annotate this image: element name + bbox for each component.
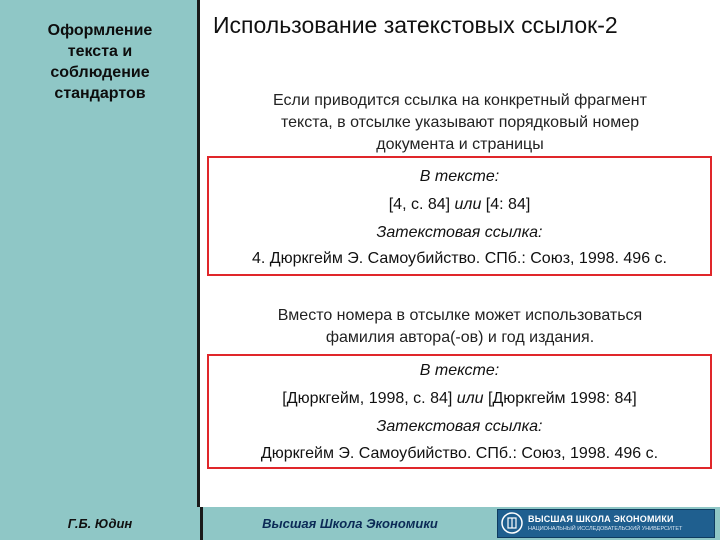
paragraph-line: Вместо номера в отсылке может использоваться bbox=[277, 307, 643, 324]
paragraph-line: текста, в отсылке указывают порядковый номер bbox=[281, 114, 639, 131]
or-word: или bbox=[454, 196, 482, 213]
paragraph-line: Если приводится ссылка на конкретный фрагмент bbox=[273, 92, 647, 109]
reference-label: Затекстовая ссылка: bbox=[376, 224, 543, 241]
example-box-author-year bbox=[207, 354, 712, 469]
in-text-label: В тексте: bbox=[419, 362, 500, 379]
reference-label: Затекстовая ссылка: bbox=[376, 418, 543, 435]
slide-title: Использование затекстовых ссылок-2 bbox=[213, 12, 618, 38]
or-word: или bbox=[456, 390, 484, 407]
in-text-example: [Дюркгейм, 1998, с. 84] или [Дюркгейм 1998: 84] bbox=[282, 390, 637, 407]
paragraph-author-year bbox=[210, 305, 710, 349]
sidebar-title-line: текста и bbox=[67, 43, 133, 60]
reference-text: 4. Дюркгейм Э. Самоубийство. СПб.: Союз, 1998. 496 с. bbox=[252, 250, 667, 267]
sidebar-title-line: стандартов bbox=[54, 85, 146, 102]
example-box-numbered bbox=[207, 156, 712, 276]
sidebar bbox=[0, 0, 200, 507]
reference-text: Дюркгейм Э. Самоубийство. СПб.: Союз, 1998. 496 с. bbox=[260, 445, 659, 462]
hse-emblem-icon bbox=[501, 512, 523, 534]
sidebar-title bbox=[10, 20, 190, 104]
logo-text-sub: НАЦИОНАЛЬНЫЙ ИССЛЕДОВАТЕЛЬСКИЙ УНИВЕРСИТЕТ bbox=[528, 526, 683, 532]
in-text-label: В тексте: bbox=[419, 168, 500, 185]
sidebar-title-line: Оформление bbox=[47, 22, 153, 39]
paragraph-line: фамилия автора(-ов) и год издания. bbox=[325, 329, 595, 346]
footer-school-name: Высшая Школа Экономики bbox=[262, 516, 438, 531]
footer bbox=[0, 507, 720, 540]
hse-logo bbox=[497, 509, 715, 538]
logo-text-main: ВЫСШАЯ ШКОЛА ЭКОНОМИКИ bbox=[528, 514, 674, 524]
in-text-example: [4, с. 84] или [4: 84] bbox=[388, 196, 531, 213]
footer-author: Г.Б. Юдин bbox=[67, 516, 133, 531]
paragraph-line: документа и страницы bbox=[376, 136, 544, 153]
paragraph-numbered-reference bbox=[210, 90, 710, 156]
sidebar-title-line: соблюдение bbox=[50, 64, 150, 81]
footer-divider bbox=[200, 507, 203, 540]
